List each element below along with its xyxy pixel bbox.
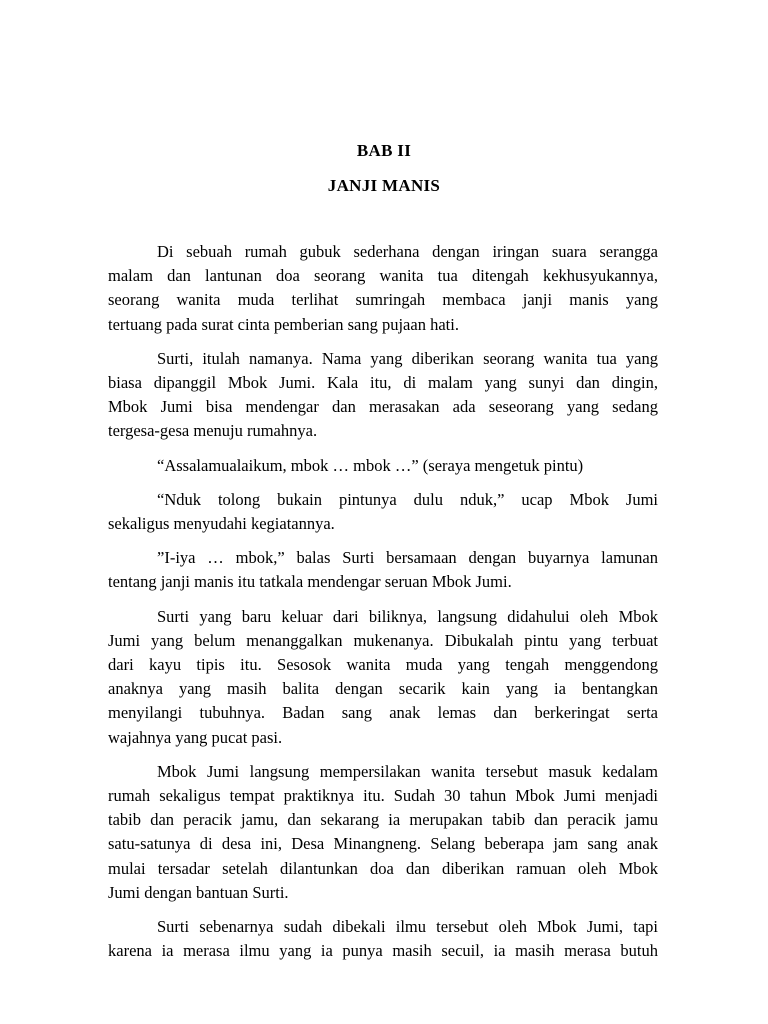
story-body: [108, 240, 658, 973]
text-line: tertuang pada surat cinta pemberian sang pujaan hati.: [108, 314, 459, 334]
paragraph: [108, 605, 658, 750]
text-line: “Assalamualaikum, mbok … mbok …” (seraya mengetuk pintu): [157, 455, 584, 475]
text-line: Surti yang baru keluar dari biliknya, langsung didahului oleh Mbok: [157, 606, 658, 626]
paragraph: [108, 915, 658, 963]
text-line: dari kayu tipis itu. Sesosok wanita muda yang tengah menggendong: [108, 655, 658, 675]
paragraph: [108, 546, 658, 594]
text-line: “Nduk tolong bukain pintunya dulu nduk,” ucap Mbok Jumi: [157, 489, 658, 509]
text-line: menyilangi tubuhnya. Badan sang anak lemas dan berkeringat serta: [108, 703, 658, 723]
text-line: Di sebuah rumah gubuk sederhana dengan iringan suara serangga: [157, 242, 658, 261]
paragraph: [108, 760, 658, 905]
text-line: anaknya yang masih balita dengan secarik kain yang ia bentangkan: [108, 679, 658, 699]
text-line: wajahnya yang pucat pasi.: [108, 727, 283, 747]
text-line: seorang wanita muda terlihat sumringah membaca janji manis yang: [108, 290, 658, 310]
text-line: Surti, itulah namanya. Nama yang diberikan seorang wanita tua yang: [157, 348, 658, 368]
text-line: ”I-iya … mbok,” balas Surti bersamaan dengan buyarnya lamunan: [157, 548, 658, 568]
text-line: Surti sebenarnya sudah dibekali ilmu tersebut oleh Mbok Jumi, tapi: [157, 917, 658, 937]
text-line: Mbok Jumi langsung mempersilakan wanita tersebut masuk kedalam: [157, 761, 658, 781]
text-line: Mbok Jumi bisa mendengar dan merasakan ada seseorang yang sedang: [108, 397, 658, 417]
text-line: malam dan lantunan doa seorang wanita tua ditengah kekhusyukannya,: [108, 266, 658, 286]
chapter-number: BAB II: [356, 141, 412, 160]
text-line: biasa dipanggil Mbok Jumi. Kala itu, di malam yang sunyi dan dingin,: [108, 373, 658, 393]
paragraph: [108, 488, 658, 536]
text-line: tentang janji manis itu tatkala mendengar seruan Mbok Jumi.: [108, 572, 512, 592]
paragraph: [108, 347, 658, 444]
text-line: rumah sekaligus tempat praktiknya itu. Sudah 30 tahun Mbok Jumi menjadi: [108, 786, 658, 806]
paragraph: [108, 454, 658, 478]
text-line: Jumi dengan bantuan Surti.: [108, 882, 289, 902]
paragraph: [108, 240, 658, 337]
text-line: mulai tersadar setelah dilantunkan doa dan diberikan ramuan oleh Mbok: [108, 858, 658, 878]
text-line: satu-satunya di desa ini, Desa Minangneng. Selang beberapa jam sang anak: [108, 834, 658, 854]
text-line: tergesa-gesa menuju rumahnya.: [108, 421, 318, 441]
text-line: sekaligus menyudahi kegiatannya.: [108, 514, 335, 534]
text-line: karena ia merasa ilmu yang ia punya masih secuil, ia masih merasa butuh: [108, 941, 658, 961]
text-line: Jumi yang belum menanggalkan mukenanya. Dibukalah pintu yang terbuat: [108, 630, 658, 650]
text-line: tabib dan peracik jamu, dan sekarang ia merupakan tabib dan peracik jamu: [108, 810, 658, 830]
chapter-title: JANJI MANIS: [327, 176, 441, 195]
